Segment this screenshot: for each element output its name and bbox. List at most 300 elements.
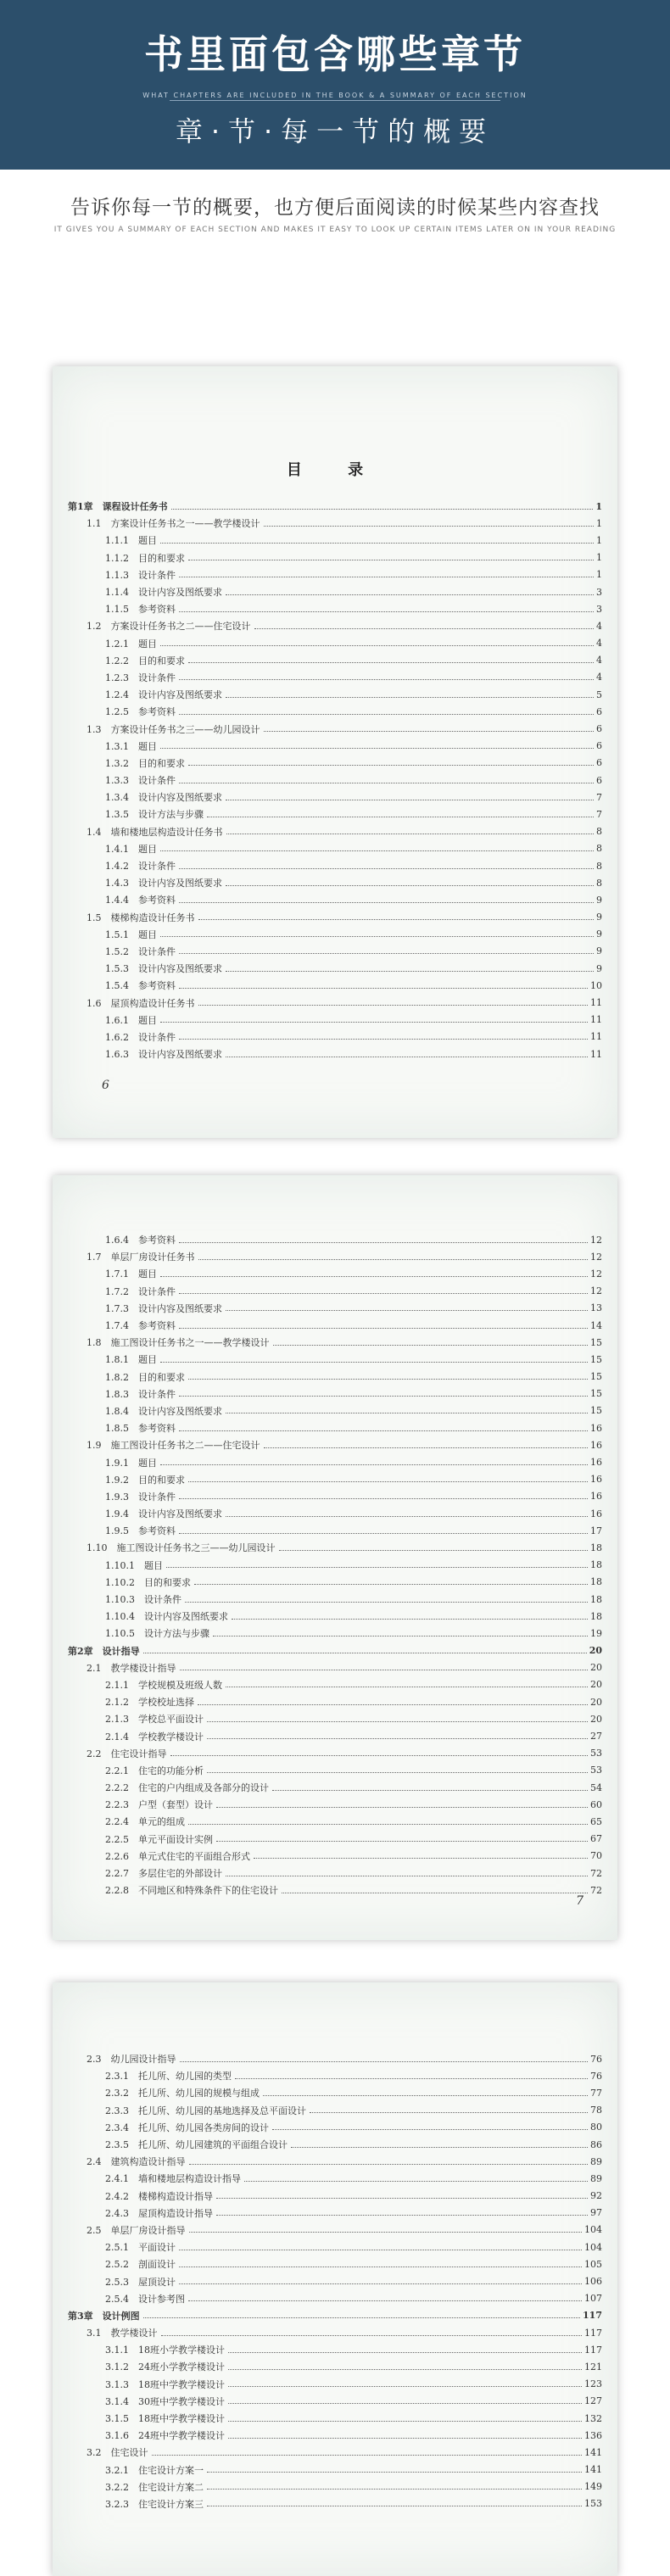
dot-leader: [160, 1362, 588, 1363]
toc-entry-title: 2.3 幼儿园设计指导: [87, 2054, 176, 2066]
toc-subsection-row: [68, 840, 602, 857]
toc-entry-page: 4: [596, 672, 602, 683]
toc-section-row: [68, 1659, 602, 1676]
toc-subsection-row: [68, 2462, 602, 2478]
dot-leader: [188, 662, 594, 663]
toc-entry-page: 6: [596, 757, 602, 769]
dot-leader: [179, 714, 594, 715]
toc-entry-page: 8: [596, 877, 602, 889]
toc-entry-title: 3.1.4 30班中学教学楼设计: [105, 2395, 225, 2407]
toc-subsection-row: [68, 2102, 602, 2119]
dot-leader: [189, 2232, 583, 2233]
toc-subsection-row: [68, 943, 602, 960]
toc-entry-page: 86: [590, 2138, 602, 2150]
toc-entry-title: 3.2.1 住宅设计方案一: [105, 2464, 204, 2476]
toc-entry-title: 2.4.1 墙和楼地层构造设计指导: [105, 2173, 241, 2185]
book-page-toc-2: [53, 1175, 617, 1940]
banner-subtitle: 章·节·每一节的概要: [175, 115, 495, 148]
toc-entry-title: 3.1.1 18班小学教学楼设计: [105, 2345, 225, 2356]
toc-section-row: [68, 909, 602, 926]
toc-subsection-row: [68, 2290, 602, 2307]
toc-entry-title: 3.2 住宅设计: [87, 2447, 148, 2459]
toc-entry-page: 27: [590, 1731, 602, 1742]
dot-leader: [143, 2317, 580, 2318]
toc-entry-title: 1.9.5 参考资料: [105, 1525, 176, 1537]
page-number: 7: [576, 1894, 583, 1908]
dot-leader: [226, 885, 594, 886]
toc-subsection-row: [68, 1710, 602, 1727]
toc-entry-page: 7: [596, 791, 602, 803]
toc-subsection-row: [68, 1317, 602, 1334]
toc-entry-page: 89: [590, 2172, 602, 2184]
toc-subsection-row: [68, 1625, 602, 1642]
toc-subsection-row: [68, 1283, 602, 1300]
toc-entry-page: 104: [584, 2224, 602, 2236]
toc-entry-page: 72: [590, 1867, 602, 1879]
dot-leader: [179, 902, 594, 903]
toc-subsection-row: [68, 2272, 602, 2289]
toc-entry-title: 1.2.1 题目: [105, 638, 157, 650]
toc-entry-title: 3.1.5 18班中学教学楼设计: [105, 2413, 225, 2425]
toc-entry-title: 1.1.4 设计内容及图纸要求: [105, 587, 222, 599]
toc-entry-page: 18: [590, 1542, 602, 1553]
toc-entry-page: 18: [590, 1559, 602, 1571]
toc-entry-page: 104: [584, 2241, 602, 2253]
dot-leader: [264, 731, 595, 732]
toc-entry-title: 1.7.3 设计内容及图纸要求: [105, 1302, 222, 1314]
dot-leader: [179, 1430, 588, 1431]
toc-entry-page: 7: [596, 808, 602, 820]
toc-entry-page: 13: [590, 1302, 602, 1314]
toc-entry-page: 1: [595, 500, 602, 512]
toc-entry-page: 16: [590, 1439, 602, 1451]
dot-leader: [188, 1481, 588, 1482]
tagline: 告诉你每一节的概要，也方便后面阅读的时候某些内容查找: [70, 197, 600, 219]
toc-entry-title: 2.2.8 不同地区和特殊条件下的住宅设计: [105, 1885, 278, 1897]
toc-subsection-row: [68, 2495, 602, 2512]
dot-leader: [160, 1022, 588, 1023]
toc-entry-title: 2.2.2 住宅的户内组成及各部分的设计: [105, 1782, 269, 1794]
toc-entry-title: 1.8.5 参考资料: [105, 1423, 176, 1435]
dot-leader: [264, 1447, 589, 1448]
dot-leader: [226, 1516, 588, 1517]
toc-entry-title: 1.1 方案设计任务书之一——教学楼设计: [87, 518, 260, 530]
dot-leader: [198, 919, 595, 920]
toc-entry-title: 2.5 单层厂房设计指导: [87, 2224, 186, 2236]
toc-entry-title: 2.5.4 设计参考图: [105, 2293, 185, 2305]
toc-entry-page: 121: [584, 2361, 602, 2372]
toc-entry-page: 16: [590, 1422, 602, 1434]
toc-section-row: [68, 1334, 602, 1351]
toc-entry-page: 1: [596, 569, 602, 581]
toc-subsection-row: [68, 2478, 602, 2495]
tagline-english: IT GIVES YOU A SUMMARY OF EACH SECTION AND MAKES IT EASY TO LOOK UP CERTAIN ITEMS LATER ON IN YOUR READING: [53, 226, 617, 234]
toc-entry-title: 1.4 墙和楼地层构造设计任务书: [87, 826, 223, 838]
toc-subsection-row: [68, 635, 602, 652]
toc-subsection-row: [68, 2358, 602, 2375]
dot-leader: [179, 1396, 588, 1397]
dot-leader: [279, 1550, 589, 1551]
toc-entry-page: 18: [590, 1576, 602, 1588]
toc-entry-page: 8: [596, 826, 602, 838]
book-page-toc-3: [53, 1982, 617, 2576]
dot-leader: [228, 2369, 582, 2370]
toc-section-row: [68, 2222, 602, 2239]
toc-subsection-row: [68, 1831, 602, 1848]
toc-subsection-row: [68, 652, 602, 669]
toc-entry-title: 1.7.4 参考资料: [105, 1320, 176, 1332]
dot-leader: [232, 1619, 588, 1620]
toc-entry-title: 2.4.2 楼梯构造设计指导: [105, 2190, 213, 2202]
toc-subsection-row: [68, 1419, 602, 1436]
toc-subsection-row: [68, 1471, 602, 1488]
dot-leader: [291, 2147, 588, 2148]
toc-entry-page: 6: [596, 740, 602, 752]
dot-leader: [216, 1841, 588, 1842]
toc-entry-title: 1.3.4 设计内容及图纸要求: [105, 792, 222, 804]
dot-leader: [226, 1310, 588, 1311]
toc-entry-title: 1.4.3 设计内容及图纸要求: [105, 878, 222, 889]
toc-entry-title: 1.5.2 设计条件: [105, 945, 176, 957]
dot-leader: [272, 2129, 588, 2130]
toc-section-row: [68, 823, 602, 840]
toc-entry-title: 1.10.1 题目: [105, 1559, 163, 1571]
dot-leader: [207, 1738, 588, 1739]
toc-subsection-row: [68, 1522, 602, 1539]
toc-entry-title: 1.8 施工图设计任务书之一——教学楼设计: [87, 1337, 270, 1349]
toc-subsection-row: [68, 2067, 602, 2084]
toc-subsection-row: [68, 1796, 602, 1813]
toc-subsection-row: [68, 2136, 602, 2153]
toc-entry-page: 117: [584, 2344, 602, 2356]
toc-entry-page: 12: [590, 1268, 602, 1280]
dot-leader: [179, 1039, 588, 1040]
toc-subsection-row: [68, 1727, 602, 1744]
toc-entry-title: 2.3.4 托儿所、幼儿园各类房间的设计: [105, 2122, 269, 2133]
toc-subsection-row: [68, 1882, 602, 1899]
toc-subsection-row: [68, 857, 602, 874]
toc-subsection-row: [68, 549, 602, 566]
dot-leader: [180, 2061, 589, 2062]
toc-entry-page: 9: [596, 928, 602, 940]
toc-entry-title: 1.7.1 题目: [105, 1268, 157, 1280]
toc-subsection-row: [68, 1762, 602, 1779]
toc-entry-title: 1.8.1 题目: [105, 1354, 157, 1366]
toc-subsection-row: [68, 960, 602, 977]
toc-entry-title: 2.2.3 户型（套型）设计: [105, 1799, 213, 1811]
toc-entry-page: 1: [596, 534, 602, 546]
toc-subsection-row: [68, 2205, 602, 2222]
toc-entry-title: 1.3.2 目的和要求: [105, 757, 185, 769]
toc-subsection-row: [68, 1488, 602, 1505]
dot-leader: [263, 2095, 588, 2096]
toc-subsection-row: [68, 1591, 602, 1608]
toc-subsection-row: [68, 874, 602, 891]
toc-entry-title: 1.2.4 设计内容及图纸要求: [105, 689, 222, 701]
toc-entry-page: 60: [590, 1798, 602, 1810]
toc-subsection-row: [68, 772, 602, 789]
toc-subsection-row: [68, 2393, 602, 2410]
toc-entry-page: 136: [584, 2429, 602, 2441]
toc-entry-page: 16: [590, 1508, 602, 1519]
toc-subsection-row: [68, 2376, 602, 2393]
toc-entry-title: 1.10.2 目的和要求: [105, 1576, 191, 1588]
toc-subsection-row: [68, 1865, 602, 1882]
toc-subsection-row: [68, 755, 602, 772]
toc-entry-page: 65: [590, 1815, 602, 1827]
toc-entry-title: 1.10.3 设计条件: [105, 1594, 181, 1606]
dot-leader: [226, 594, 594, 595]
toc-entry-page: 16: [590, 1457, 602, 1469]
toc-entry-title: 1.10 施工图设计任务书之三——幼儿园设计: [87, 1542, 276, 1554]
toc-subsection-row: [68, 2084, 602, 2101]
toc-subsection-row: [68, 977, 602, 994]
toc-entry-page: 123: [584, 2378, 602, 2390]
dot-leader: [179, 1293, 588, 1294]
toc-entry-title: 1.6.2 设计条件: [105, 1031, 176, 1043]
toc-subsection-row: [68, 2255, 602, 2272]
toc-entry-page: 4: [596, 655, 602, 666]
toc-entry-title: 1.6.3 设计内容及图纸要求: [105, 1049, 222, 1061]
toc-entry-page: 6: [596, 723, 602, 735]
toc-entry-page: 6: [596, 774, 602, 786]
toc-subsection-row: [68, 2427, 602, 2444]
dot-leader: [170, 1755, 589, 1756]
toc-entry-page: 1: [596, 517, 602, 529]
toc-entry-page: 8: [596, 860, 602, 872]
dot-leader: [179, 953, 594, 954]
toc-entry-title: 1.2.5 参考资料: [105, 706, 176, 718]
toc-entry-title: 1.1.3 设计条件: [105, 569, 176, 581]
toc-entry-title: 2.1.2 学校校址选择: [105, 1697, 194, 1709]
dot-leader: [216, 1807, 588, 1808]
toc-title: 目 录: [286, 461, 384, 479]
dot-leader: [228, 2438, 582, 2439]
dot-leader: [188, 2300, 582, 2301]
toc-entry-page: 141: [584, 2446, 602, 2458]
toc-subsection-row: [68, 789, 602, 806]
toc-entry-page: 10: [590, 979, 602, 991]
toc-subsection-row: [68, 1505, 602, 1522]
toc-subsection-row: [68, 1676, 602, 1693]
toc-entry-page: 77: [590, 2087, 602, 2099]
dot-leader: [179, 1533, 588, 1534]
toc-subsection-row: [68, 703, 602, 720]
toc-entry-title: 1.3.3 设计条件: [105, 775, 176, 787]
toc-entry-title: 1.7 单层厂房设计任务书: [87, 1252, 195, 1263]
toc-subsection-row: [68, 566, 602, 583]
banner-subtitle-english: WHAT CHAPTERS ARE INCLUDED IN THE BOOK & A SUMMARY OF EACH SECTION: [142, 92, 528, 99]
toc-entry-page: 132: [584, 2412, 602, 2424]
dot-leader: [179, 868, 594, 869]
toc-chapter-row: [68, 498, 602, 515]
toc-entry-page: 18: [590, 1593, 602, 1605]
toc-entry-title: 2.5.1 平面设计: [105, 2242, 176, 2254]
toc-entry-title: 2.5.3 屋顶设计: [105, 2276, 176, 2288]
dot-leader: [179, 2283, 582, 2284]
toc-subsection-row: [68, 1557, 602, 1574]
toc-entry-page: 11: [590, 1014, 602, 1026]
toc-entry-title: 2.2.4 单元的组成: [105, 1816, 185, 1828]
toc-entry-page: 153: [584, 2498, 602, 2510]
dot-leader: [188, 1824, 588, 1825]
toc-entry-title: 1.8.4 设计内容及图纸要求: [105, 1405, 222, 1417]
toc-entry-page: 117: [584, 2327, 602, 2339]
page-number: 6: [102, 1079, 109, 1092]
dot-leader: [254, 628, 595, 629]
toc-entry-title: 1.5 楼梯构造设计任务书: [87, 912, 195, 923]
dot-leader: [310, 2112, 588, 2113]
toc-entry-title: 2.3.1 托儿所、幼儿园的类型: [105, 2071, 232, 2083]
toc-entry-title: 1.10.4 设计内容及图纸要求: [105, 1611, 228, 1623]
toc-entry-page: 20: [589, 1645, 602, 1657]
toc-entry-title: 1.1.2 目的和要求: [105, 552, 185, 564]
toc-entry-page: 141: [584, 2464, 602, 2476]
toc-entry-page: 16: [590, 1491, 602, 1503]
toc-entry-title: 1.9 施工图设计任务书之二——住宅设计: [87, 1440, 260, 1452]
toc-entry-title: 3.2.3 住宅设计方案三: [105, 2498, 204, 2510]
toc-subsection-row: [68, 2239, 602, 2255]
toc-entry-page: 3: [596, 586, 602, 598]
toc-subsection-row: [68, 1265, 602, 1282]
toc-entry-title: 1.6.1 题目: [105, 1014, 157, 1026]
toc-subsection-row: [68, 1402, 602, 1419]
toc-entry-title: 1.8.2 目的和要求: [105, 1371, 185, 1383]
toc-entry-title: 1.9.3 设计条件: [105, 1491, 176, 1503]
dot-leader: [207, 2472, 582, 2473]
toc-entry-title: 2.2.5 单元平面设计实例: [105, 1833, 213, 1845]
toc-subsection-row: [68, 2341, 602, 2358]
dot-leader: [152, 2455, 583, 2456]
toc-subsection-row: [68, 686, 602, 703]
toc-subsection-row: [68, 738, 602, 755]
dot-leader: [216, 2215, 588, 2216]
dot-leader: [179, 1328, 588, 1329]
dot-leader: [198, 1259, 589, 1260]
dot-leader: [207, 1772, 588, 1773]
toc-entries: [68, 1231, 602, 1899]
toc-chapter-row: [68, 1642, 602, 1659]
toc-entry-title: 1.1.5 参考资料: [105, 604, 176, 616]
toc-entry-page: 20: [590, 1713, 602, 1725]
toc-entry-title: 2.1.4 学校教学楼设计: [105, 1731, 204, 1742]
toc-entry-page: 11: [590, 1031, 602, 1043]
toc-subsection-row: [68, 1813, 602, 1830]
toc-entry-title: 1.5.1 题目: [105, 928, 157, 940]
toc-section-row: [68, 1745, 602, 1762]
toc-subsection-row: [68, 1848, 602, 1865]
toc-entry-title: 2.3.5 托儿所、幼儿园建筑的平面组合设计: [105, 2139, 288, 2151]
toc-entry-title: 第2章 设计指导: [68, 1645, 140, 1657]
toc-entry-title: 第1章 课程设计任务书: [68, 501, 168, 513]
toc-entry-page: 105: [584, 2258, 602, 2270]
toc-section-row: [68, 994, 602, 1011]
toc-entry-page: 53: [590, 1748, 602, 1759]
toc-subsection-row: [68, 583, 602, 600]
toc-subsection-row: [68, 1012, 602, 1029]
toc-entry-page: 92: [590, 2190, 602, 2202]
dot-leader: [179, 988, 588, 989]
toc-entry-title: 2.2.6 单元式住宅的平面组合形式: [105, 1850, 250, 1862]
toc-subsection-row: [68, 1029, 602, 1045]
toc-entry-title: 2.3.2 托儿所、幼儿园的规模与组成: [105, 2088, 260, 2099]
toc-section-row: [68, 2050, 602, 2067]
toc-entry-title: 3.1.6 24班中学教学楼设计: [105, 2430, 225, 2442]
header-banner: [0, 0, 670, 170]
toc-entry-page: 117: [583, 2310, 602, 2322]
dot-leader: [161, 2335, 583, 2336]
dot-leader: [194, 1584, 588, 1585]
toc-entry-page: 9: [596, 912, 602, 923]
dot-leader: [166, 1567, 588, 1568]
toc-entry-page: 18: [590, 1610, 602, 1622]
dot-leader: [216, 2198, 588, 2199]
toc-entry-page: 12: [590, 1234, 602, 1246]
toc-subsection-row: [68, 669, 602, 686]
toc-subsection-row: [68, 2410, 602, 2427]
toc-entry-page: 20: [590, 1679, 602, 1691]
dot-leader: [171, 509, 594, 510]
toc-entry-title: 2.3.3 托儿所、幼儿园的基地选择及总平面设计: [105, 2105, 306, 2116]
toc-subsection-row: [68, 1045, 602, 1062]
toc-entry-page: 9: [596, 945, 602, 957]
toc-entry-page: 12: [590, 1251, 602, 1263]
toc-section-row: [68, 515, 602, 532]
dot-leader: [160, 1276, 588, 1277]
toc-entry-page: 20: [590, 1696, 602, 1708]
toc-entry-title: 3.1.2 24班小学教学楼设计: [105, 2361, 225, 2373]
dot-leader: [179, 611, 594, 612]
toc-subsection-row: [68, 1231, 602, 1248]
toc-entry-page: 11: [590, 997, 602, 1009]
toc-entry-title: 2.1 教学楼设计指导: [87, 1662, 176, 1674]
toc-subsection-row: [68, 1779, 602, 1796]
toc-subsection-row: [68, 1608, 602, 1625]
toc-entry-page: 15: [590, 1388, 602, 1400]
dot-leader: [160, 645, 594, 646]
toc-entry-page: 76: [590, 2053, 602, 2065]
toc-entry-page: 16: [590, 1474, 602, 1486]
toc-entry-title: 3.2.2 住宅设计方案二: [105, 2481, 204, 2493]
toc-entry-title: 3.1.3 18班中学教学楼设计: [105, 2378, 225, 2390]
toc-entry-title: 1.6.4 参考资料: [105, 1235, 176, 1246]
toc-entry-page: 149: [584, 2481, 602, 2493]
toc-subsection-row: [68, 1386, 602, 1402]
dot-leader: [228, 2421, 582, 2422]
toc-entry-page: 72: [590, 1884, 602, 1896]
toc-entry-page: 53: [590, 1765, 602, 1776]
toc-entry-page: 106: [584, 2276, 602, 2288]
toc-section-row: [68, 1248, 602, 1265]
toc-entry-page: 9: [596, 894, 602, 906]
toc-subsection-row: [68, 1693, 602, 1710]
dot-leader: [226, 697, 594, 698]
toc-subsection-row: [68, 806, 602, 822]
toc-entry-page: 15: [590, 1371, 602, 1383]
toc-entry-title: 1.4.1 题目: [105, 843, 157, 855]
toc-entry-title: 1.5.3 设计内容及图纸要求: [105, 963, 222, 975]
toc-subsection-row: [68, 2119, 602, 2136]
dot-leader: [207, 2489, 582, 2490]
toc-entry-title: 1.9.2 目的和要求: [105, 1474, 185, 1486]
toc-entry-title: 1.9.4 设计内容及图纸要求: [105, 1508, 222, 1520]
toc-entry-page: 15: [590, 1405, 602, 1417]
toc-entry-title: 1.3.1 题目: [105, 740, 157, 752]
toc-entry-title: 第3章 设计例图: [68, 2310, 140, 2322]
toc-entry-title: 1.9.1 题目: [105, 1457, 157, 1469]
toc-entry-title: 2.1.1 学校规模及班级人数: [105, 1679, 222, 1691]
toc-entry-page: 15: [590, 1336, 602, 1348]
